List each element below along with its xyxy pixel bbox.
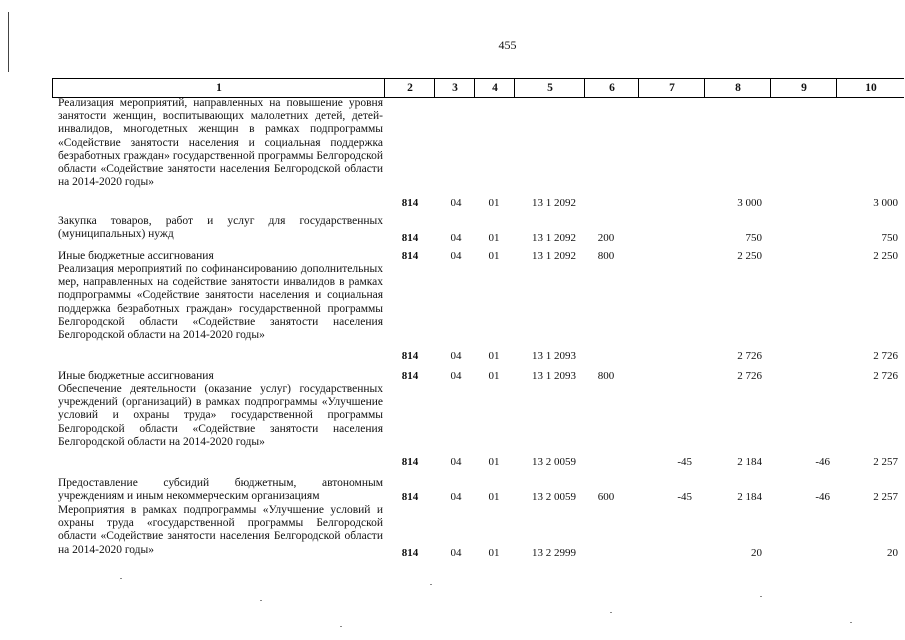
row-ministry-code: 814 <box>401 232 419 244</box>
row-expense-type: 800 <box>597 250 615 262</box>
row-target-code: 13 1 2092 <box>532 232 576 244</box>
row-section-code: 04 <box>450 232 462 244</box>
row-target-code: 13 1 2093 <box>532 350 576 362</box>
row-subsection-code: 01 <box>488 456 500 468</box>
row-section-code: 04 <box>450 197 462 209</box>
row-col-8: 2 250 <box>737 250 762 262</box>
row-col-10: 2 250 <box>873 250 898 262</box>
row-ministry-code: 814 <box>401 250 419 262</box>
row-subsection-code: 01 <box>488 250 500 262</box>
row-section-code: 04 <box>450 250 462 262</box>
row-col-10: 20 <box>887 547 898 559</box>
row-description: Мероприятия в рамках подпрограммы «Улучшение условий и охраны труда «государственной программы Белгородской области «Содействие занятости населения Белгородской области на 2014-2020 годы» <box>58 504 383 556</box>
row-col-8: 2 726 <box>737 350 762 362</box>
row-col-10: 2 257 <box>873 491 898 503</box>
row-expense-type: 600 <box>597 491 615 503</box>
scan-speck <box>120 578 122 579</box>
row-ministry-code: 814 <box>401 350 419 362</box>
row-col-9: -46 <box>815 491 830 503</box>
row-target-code: 13 2 0059 <box>532 491 576 503</box>
scan-speck <box>850 622 852 623</box>
row-section-code: 04 <box>450 370 462 382</box>
row-subsection-code: 01 <box>488 547 500 559</box>
row-col-10: 3 000 <box>873 197 898 209</box>
header-col-10: 10 <box>836 79 905 97</box>
header-col-3: 3 <box>434 79 475 97</box>
row-col-10: 2 257 <box>873 456 898 468</box>
row-subsection-code: 01 <box>488 370 500 382</box>
row-subsection-code: 01 <box>488 232 500 244</box>
table-header <box>52 78 904 98</box>
row-subsection-code: 01 <box>488 350 500 362</box>
row-col-9: -46 <box>815 456 830 468</box>
row-description: Обеспечение деятельности (оказание услуг) государственных учреждений (организаций) в рамках подпрограммы «Улучшение условий и охраны труда» государственной программы Белгородской области «Содействие занятости населения Белгородской области на 2014-2020 годы» <box>58 383 383 448</box>
row-ministry-code: 814 <box>401 370 419 382</box>
scan-speck <box>260 600 262 601</box>
scan-speck <box>430 584 432 585</box>
scan-speck <box>340 626 342 627</box>
row-section-code: 04 <box>450 350 462 362</box>
header-col-1: 1 <box>52 79 385 97</box>
row-col-10: 2 726 <box>873 370 898 382</box>
row-ministry-code: 814 <box>401 456 419 468</box>
row-col-8: 2 184 <box>737 456 762 468</box>
row-section-code: 04 <box>450 547 462 559</box>
row-description: Реализация мероприятий, направленных на повышение уровня занятости женщин, воспитывающих малолетних детей, детей-инвалидов, многодетных женщин в рамках подпрограммы «Содействие занятости населения и социальная поддержка безработных граждан» государственной программы Белгородской области «Содействие занятости населения Белгородской области на 2014-2020 годы» <box>58 97 383 189</box>
row-ministry-code: 814 <box>401 491 419 503</box>
row-col-7: -45 <box>677 491 692 503</box>
row-target-code: 13 2 2999 <box>532 547 576 559</box>
row-target-code: 13 2 0059 <box>532 456 576 468</box>
header-col-4: 4 <box>474 79 515 97</box>
header-col-2: 2 <box>384 79 435 97</box>
page-number: 455 <box>498 38 517 52</box>
scan-speck <box>610 612 612 613</box>
row-description: Реализация мероприятий по софинансированию дополнительных мер, направленных на содействие занятости инвалидов в рамках подпрограммы «Содействие занятости населения и социальная поддержка безработных граждан» государственной программы Белгородской области «Содействие занятости населения Белгородской области на 2014-2020 годы» <box>58 263 383 342</box>
row-ministry-code: 814 <box>401 547 419 559</box>
row-expense-type: 800 <box>597 370 615 382</box>
row-section-code: 04 <box>450 491 462 503</box>
row-col-7: -45 <box>677 456 692 468</box>
row-col-8: 3 000 <box>737 197 762 209</box>
header-col-7: 7 <box>638 79 705 97</box>
row-subsection-code: 01 <box>488 491 500 503</box>
row-col-10: 750 <box>881 232 898 244</box>
row-target-code: 13 1 2092 <box>532 250 576 262</box>
scan-speck <box>760 596 762 597</box>
row-ministry-code: 814 <box>401 197 419 209</box>
budget-table <box>52 78 904 98</box>
header-col-6: 6 <box>584 79 639 97</box>
header-col-9: 9 <box>770 79 837 97</box>
row-description: Иные бюджетные ассигнования <box>58 370 214 382</box>
row-section-code: 04 <box>450 456 462 468</box>
header-col-5: 5 <box>514 79 585 97</box>
row-description: Закупка товаров, работ и услуг для государственных (муниципальных) нужд <box>58 215 383 241</box>
row-expense-type: 200 <box>597 232 615 244</box>
row-target-code: 13 1 2093 <box>532 370 576 382</box>
row-col-8: 2 726 <box>737 370 762 382</box>
row-col-8: 2 184 <box>737 491 762 503</box>
row-col-10: 2 726 <box>873 350 898 362</box>
row-description: Предоставление субсидий бюджетным, автономным учреждениям и иным некоммерческим организациям <box>58 477 383 503</box>
row-description: Иные бюджетные ассигнования <box>58 250 214 262</box>
row-target-code: 13 1 2092 <box>532 197 576 209</box>
header-col-8: 8 <box>704 79 771 97</box>
row-col-8: 750 <box>745 232 762 244</box>
row-col-8: 20 <box>751 547 762 559</box>
row-subsection-code: 01 <box>488 197 500 209</box>
